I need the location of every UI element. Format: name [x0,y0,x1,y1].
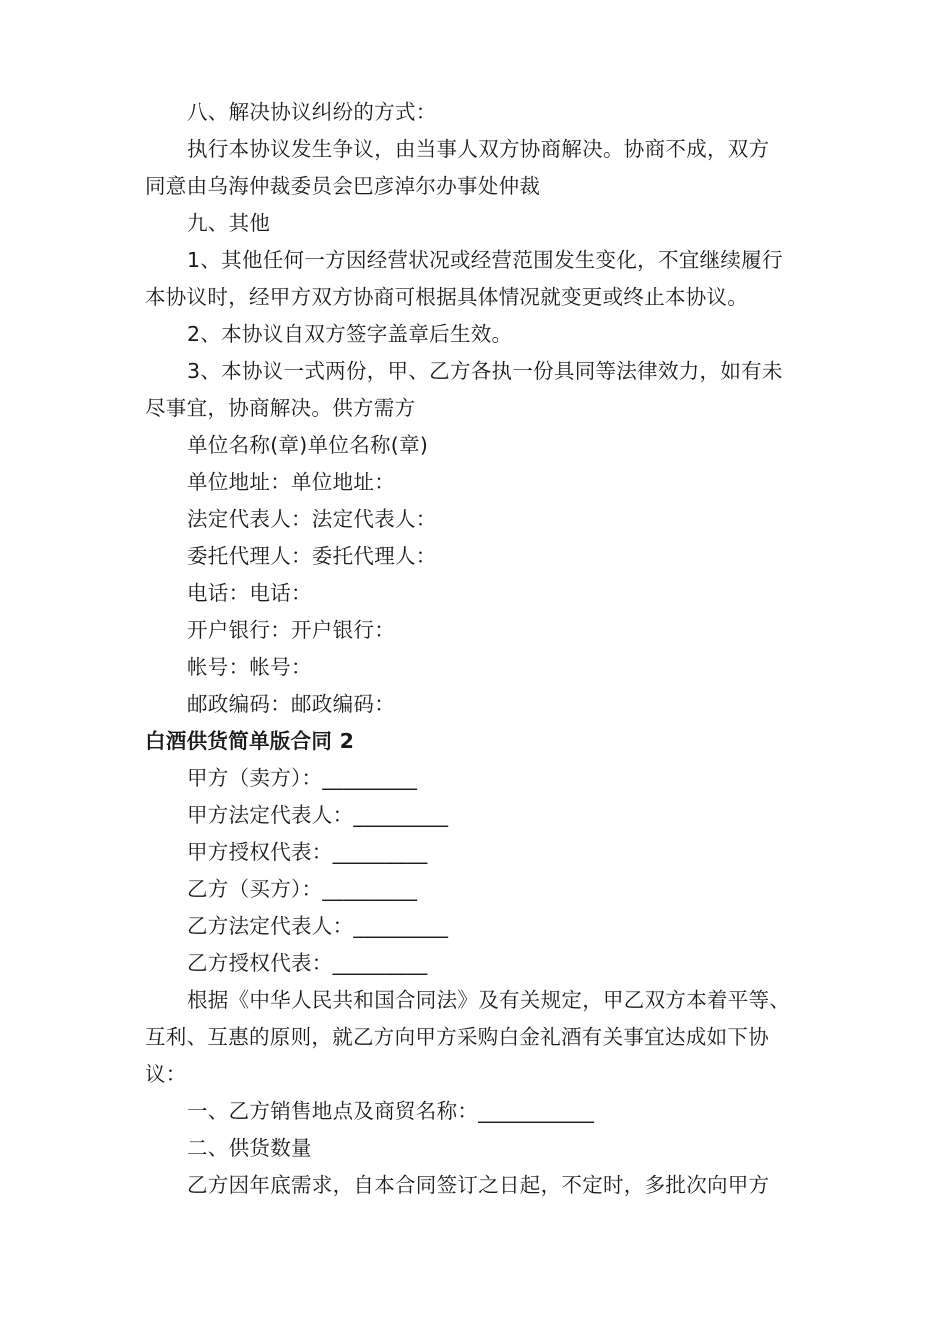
section-2-heading: 二、供货数量 [187,1136,312,1160]
party-field: 乙方授权代表：_________ [187,951,428,975]
section-9-heading: 九、其他 [187,211,271,235]
paragraph-line: 乙方因年底需求，自本合同签订之日起，不定时，多批次向甲方 [187,1173,770,1197]
paragraph-line: 根据《中华人民共和国合同法》及有关规定，甲乙双方本着平等、 [187,988,791,1012]
paragraph-line: 互利、互惠的原则，就乙方向甲方采购白金礼酒有关事宜达成如下协 [145,1025,769,1049]
party-field: 甲方（卖方）：_________ [187,766,418,790]
party-field: 乙方法定代表人：_________ [187,914,449,938]
party-field: 甲方授权代表：_________ [187,840,428,864]
signature-field: 委托代理人：委托代理人： [187,544,437,568]
paragraph-line: 2、本协议自双方签字盖章后生效。 [187,322,513,346]
paragraph-line: 议： [145,1062,187,1086]
paragraph-line: 3、本协议一式两份，甲、乙方各执一份具同等法律效力，如有未 [187,359,783,383]
signature-field: 帐号：帐号： [187,655,312,679]
signature-field: 电话：电话： [187,581,312,605]
section-1-heading: 一、乙方销售地点及商贸名称：___________ [187,1099,595,1123]
section-8-heading: 八、解决协议纠纷的方式： [187,100,437,124]
paragraph-line: 尽事宜，协商解决。供方需方 [145,396,416,420]
paragraph-line: 本协议时，经甲方双方协商可根据具体情况就变更或终止本协议。 [145,285,749,309]
signature-field: 法定代表人：法定代表人： [187,507,437,531]
paragraph-line: 执行本协议发生争议，由当事人双方协商解决。协商不成，双方 [187,137,770,161]
party-field: 乙方（买方）：_________ [187,877,418,901]
paragraph-line: 同意由乌海仲裁委员会巴彦淖尔办事处仲裁 [145,174,541,198]
signature-field: 单位名称(章)单位名称(章) [187,433,429,457]
signature-field: 开户银行：开户银行： [187,618,395,642]
paragraph-line: 1、其他任何一方因经营状况或经营范围发生变化，不宜继续履行 [187,248,783,272]
party-field: 甲方法定代表人：_________ [187,803,449,827]
contract-title: 白酒供货简单版合同 2 [145,729,355,753]
signature-field: 邮政编码：邮政编码： [187,692,395,716]
signature-field: 单位地址：单位地址： [187,470,395,494]
